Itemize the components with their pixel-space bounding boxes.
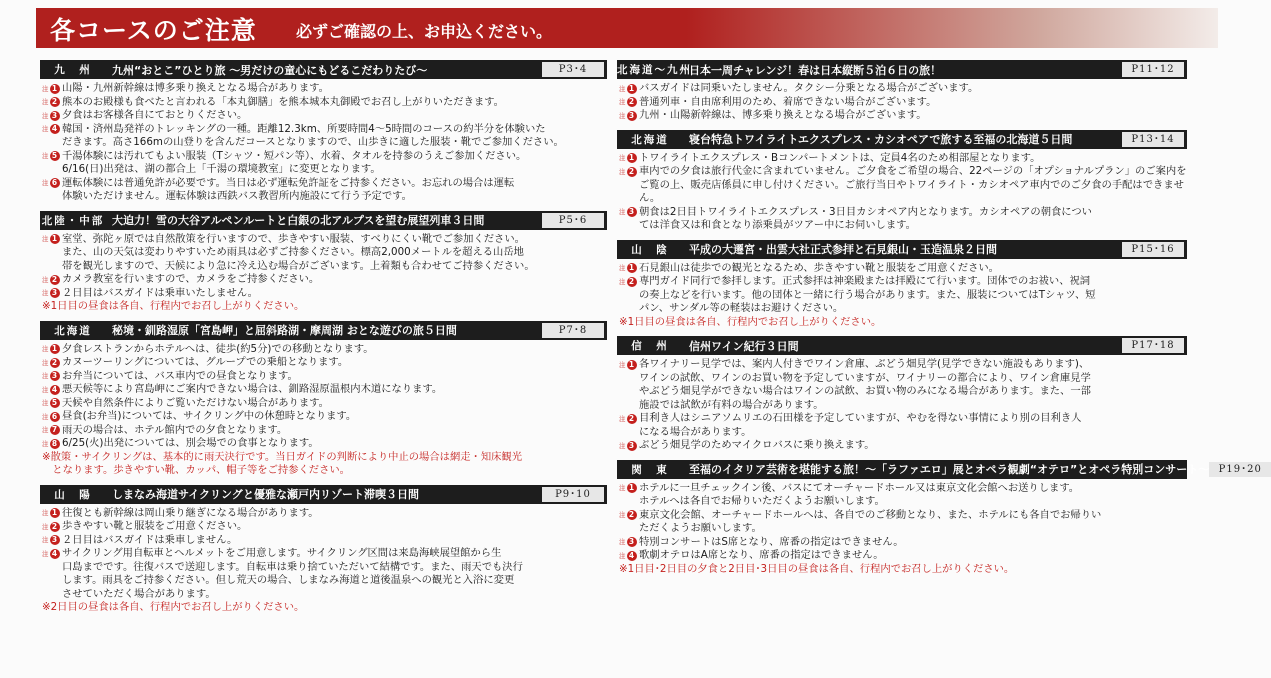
note-item [619,412,1187,439]
note-item [42,177,607,204]
note-text: 熊本のお殿様も食べたと言われる「本丸御膳」を熊本城本丸御殿でお召し上がりいただきます。 [62,95,504,108]
course-header [40,211,607,230]
note-number-icon: 3 [627,441,637,451]
course-title: 秘境・釧路湿原「宮島岬」と屈斜路湖・摩周湖 おとな遊びの旅５日間 [112,324,457,337]
note-item [42,383,607,397]
note-marker [619,275,639,289]
note-marker [619,165,639,179]
note-number-icon: 2 [627,277,637,287]
note-text: 特別コンサートはS席となり、席番の指定はできません。 [639,535,904,548]
course-pages: P11･12 [1122,62,1184,77]
note-label: 注 [42,372,49,380]
note-label: 注 [619,98,626,106]
note-label: 注 [619,208,626,216]
note-number-icon: 5 [50,151,60,161]
note-item [42,507,607,521]
note-item [42,150,607,177]
course-notes [617,479,1187,577]
note-label: 注 [619,414,626,423]
note-text: 歩きやすい靴と服装をご用意ください。 [62,520,248,532]
note-label: 注 [42,522,49,531]
note-label: 注 [42,98,49,106]
course-region: 関 東 [631,463,669,476]
course-section [40,211,607,314]
note-item [42,287,607,301]
right-column [617,60,1262,583]
course-region: 九 州 [54,64,92,76]
note-label: 注 [42,439,49,448]
course-section [617,336,1187,453]
note-item [42,356,607,370]
note-item [42,520,607,534]
note-item [42,547,607,601]
note-item [619,109,1187,123]
note-marker [42,177,62,191]
note-marker [619,509,639,523]
note-marker [619,412,639,426]
note-text: 専門ガイド同行で参拝します。正式参拝は神楽殿または拝殿にて行います。団体でのお祓い、祝詞 の奏上などを行います。他の団体と一緒に行う場合があります。また、服装についてはTシャツ、短 パン、サンダル等の軽装はお避けください。 [639,275,1096,314]
note-item [619,549,1187,563]
note-number-icon: 3 [627,537,637,547]
note-item [42,370,607,384]
note-text: 昼食(お弁当)については、サイクリング中の休憩時となります。 [62,410,357,422]
course-section [40,60,607,204]
note-number-icon: 7 [50,425,60,435]
note-text: 山陽・九州新幹線は博多乗り換えとなる場合があります。 [62,82,329,94]
course-notes [617,149,1187,233]
note-number-icon: 1 [50,84,60,94]
note-number-icon: 2 [50,275,60,285]
note-marker [42,547,62,561]
course-title: しまなみ海道サイクリングと優雅な瀬戸内リゾート滞喫３日間 [112,488,420,501]
course-notes [617,355,1187,453]
note-item [42,123,607,150]
note-item [619,275,1187,316]
course-pages: P9･10 [542,487,604,502]
note-marker [619,96,639,110]
note-text: 6/25(火)出発については、別会場での食事となります。 [62,437,319,449]
note-text: ２日目はバスガイドは乗車いたしません。 [62,286,258,299]
note-marker [42,370,62,384]
course-region: 北海道 [631,133,669,146]
note-marker [619,109,639,123]
note-text: カメラ教室を行いますので、カメラをご持参ください。 [62,273,320,285]
note-number-icon: 4 [50,549,60,559]
note-text: カヌーツーリングについては、グループでの乗船となります。 [62,356,349,368]
course-extra-note: ※1日目の昼食は各自、行程内でお召し上がりください。 [619,315,882,328]
course-extra-note: ※2日目の昼食は各自、行程内でお召し上がりください。 [42,601,305,613]
course-header [617,240,1187,259]
note-text: トワイライトエクスプレス・Bコンパートメントは、定員4名のため相部屋となります。 [639,151,1041,164]
note-number-icon: 1 [627,360,637,370]
course-pages: P13･14 [1122,132,1184,147]
note-text: 室堂、弥陀ヶ原では自然散策を行いますので、歩きやすい服装、すべりにくい靴でご参加ください。 また、山の天気は変わりやすいため雨具は必ずご持参ください。標高2,000メートルを超える山岳地 帯を観光しますので、天候により急に冷え込む場合がございます。上着類も合わせてご持参ください。 [62,232,535,272]
course-extra-note: ※1日目･2日目の夕食と2日目･3日目の昼食は各自、行程内でお召し上がりください。 [619,562,1015,575]
note-label: 注 [42,536,49,544]
note-text: 運転体験には普通免許が必要です。当日は必ず運転免許証をご持参ください。お忘れの場合は運転 体験いただけません。運転体験は西鉄バス教習所内施設にて行う予定です。 [62,176,515,202]
note-label: 注 [619,167,626,176]
note-number-icon: 6 [50,412,60,422]
note-label: 注 [42,235,49,243]
note-item [619,96,1187,110]
note-number-icon: 1 [627,263,637,273]
note-number-icon: 4 [50,385,60,395]
course-region: 信 州 [631,340,669,352]
note-label: 注 [42,412,49,421]
note-number-icon: 2 [50,358,60,368]
note-number-icon: 1 [50,344,60,354]
course-header [617,460,1262,479]
note-number-icon: 3 [627,207,637,217]
note-label: 注 [619,111,626,120]
course-header [617,130,1187,149]
note-marker [42,150,62,164]
page-title: 各コースのご注意 [50,16,257,45]
note-label: 注 [42,111,49,120]
course-section [617,460,1262,577]
course-header [40,321,607,340]
note-marker [42,424,62,438]
note-marker [42,507,62,521]
note-label: 注 [619,154,626,162]
note-label: 注 [42,345,49,353]
note-label: 注 [619,511,626,519]
note-marker [42,109,62,123]
course-notes [617,79,1187,123]
note-text: 往復とも新幹線は岡山乗り継ぎになる場合があります。 [62,506,319,519]
note-label: 注 [42,426,49,434]
note-number-icon: 2 [50,522,60,532]
course-title: 信州ワイン紀行３日間 [689,339,799,353]
note-text: 各ワイナリー見学では、案内人付きでワイン倉庫、ぶどう畑見学(見学できない施設もあります)、 ワインの試飲、ワインのお買い物を予定していますが、ワイナリーの都合により、ワイン倉庫見学 やぶどう畑見学ができない場合はワインの試飲、お買い物のみになる場合があります。また、一部 施設では試飲が有料の場合があります。 [639,358,1091,411]
note-item [619,482,1187,509]
course-pages: P15･16 [1122,242,1184,257]
course-header [617,336,1187,355]
note-item [619,262,1187,276]
note-marker [42,437,62,451]
note-text: バスガイドは同乗いたしません。タクシー分乗となる場合がございます。 [639,82,979,94]
note-text: 目利き人はシニアソムリエの石田様を予定していますが、やむを得ない事情により別の目利き人 になる場合があります。 [639,412,1082,438]
course-region: 北陸・中部 [41,214,105,227]
course-section [617,130,1187,233]
note-number-icon: 4 [50,124,60,134]
course-pages: P17･18 [1122,338,1184,353]
note-label: 注 [42,509,49,517]
note-item [619,206,1187,233]
note-label: 注 [619,277,626,286]
header-banner [36,8,1218,48]
note-marker [619,482,639,496]
course-title: 九州“おとこ”ひとり旅 ～男だけの童心にもどるこだわりたび～ [112,63,428,77]
note-number-icon: 1 [50,234,60,244]
note-number-icon: 3 [50,288,60,298]
course-header [40,485,607,504]
course-header [617,60,1187,79]
note-item [42,109,607,123]
note-label: 注 [619,538,626,546]
note-number-icon: 2 [627,510,637,520]
note-item [42,82,607,96]
note-marker [42,520,62,534]
note-label: 注 [42,84,49,93]
note-item [42,410,607,424]
note-marker [42,397,62,411]
note-item [42,397,607,411]
note-text: ２日目はバスガイドは乗車しません。 [62,533,238,546]
course-section [617,60,1187,123]
note-label: 注 [42,179,49,187]
course-notes [617,259,1187,330]
note-marker [42,273,62,287]
note-number-icon: 1 [627,84,637,94]
note-item [42,273,607,287]
note-label: 注 [42,399,49,407]
note-item [619,536,1187,550]
course-title: 寝台特急トワイライトエクスプレス・カシオペアで旅する至福の北海道５日間 [689,133,1073,146]
note-label: 注 [42,549,49,558]
note-item [619,82,1187,96]
note-number-icon: 2 [627,414,637,424]
note-label: 注 [42,125,49,133]
note-text: 東京文化会館、オーチャードホールへは、各自でのご移動となり、また、ホテルにも各自でお帰りい ただくようお願いします。 [639,508,1102,534]
course-notes [40,230,607,314]
note-item [42,424,607,438]
course-extra-note: ※散策・サイクリングは、基本的に雨天決行です。当日ガイドの判断により中止の場合は網走・知床観光 となります。歩きやすい靴、カッパ、帽子等をご持参ください。 [42,450,523,476]
course-notes [40,340,607,478]
note-text: お弁当については、バス車内での昼食となります。 [62,369,298,382]
note-marker [42,534,62,548]
note-label: 注 [42,152,49,160]
note-number-icon: 2 [627,167,637,177]
note-number-icon: 3 [627,111,637,121]
note-text: 歌劇オテロはA席となり、席番の指定はできません。 [639,549,884,561]
course-title: 至福のイタリア芸術を堪能する旅！～「ラファエロ」展とオペラ観劇“オテロ”とオペラ特別コンサート～ [689,463,1210,476]
note-text: 千湯体験には汚れてもよい服装（Tシャツ・短パン等）、水着、タオルを持参のうえご参加ください。 6/16(日)出発は、湖の都合上「千湯の環境教室」に変更となります。 [62,149,527,175]
note-label: 注 [619,264,626,272]
note-label: 注 [619,484,626,492]
note-marker [42,96,62,110]
note-item [42,437,607,451]
note-text: 夕食はお客様各自にておとりください。 [62,109,248,121]
note-marker [619,152,639,166]
course-pages: P3･4 [542,62,604,77]
note-marker [619,206,639,220]
note-marker [619,549,639,563]
note-label: 注 [619,551,626,560]
course-title: 日本一周チャレンジ！春は日本縦断５泊６日の旅！ [689,63,942,77]
note-label: 注 [619,360,626,369]
note-marker [619,358,639,372]
note-marker [42,410,62,424]
note-marker [619,262,639,276]
note-text: 夕食レストランからホテルへは、徒歩(約5分)での移動となります。 [62,342,374,355]
course-region: 北海道 [54,324,92,337]
course-section [617,240,1187,330]
left-column [40,60,607,622]
note-marker [42,233,62,247]
note-text: 雨天の場合は、ホテル館内での夕食となります。 [62,423,288,436]
note-label: 注 [619,84,626,93]
note-text: 石見銀山は徒歩での観光となるため、歩きやすい靴と服装をご用意ください。 [639,261,999,274]
note-marker [42,356,62,370]
note-label: 注 [619,441,626,450]
note-text: 朝食は2日目トワイライトエクスプレス・3日目カシオペア内となります。カシオペアの朝食につい ては洋食又は和食となり添乗員がツアー中にお伺いします。 [639,205,1092,231]
course-section [40,321,607,478]
note-text: サイクリング用自転車とヘルメットをご用意します。サイクリング区間は来島海峡展望館から生 口島までです。往復バスで送迎します。自転車は乗り捨ていただいて結構です。また、雨天でも決行 します。雨具をご持参ください。但し荒天の場合、しまなみ海道と道後温泉への観光と入浴に変更 させていただく場合があります。 [62,547,523,600]
course-notes [40,79,607,204]
course-region: 山 陽 [54,488,92,501]
note-marker [42,383,62,397]
note-number-icon: 1 [627,153,637,163]
note-item [619,439,1187,453]
note-text: 韓国・済州島発祥のトレッキングの一種。距離12.3km、所要時間4～5時間のコースの約半分を体験いた だきます。高さ166mの山登りを含んだコースとなりますので、山歩きに適した服装・靴でご参加ください。 [62,122,564,148]
note-marker [42,343,62,357]
course-region: 北海道～九州 [617,64,692,76]
note-marker [619,536,639,550]
note-item [42,343,607,357]
note-text: 普通列車・自由席利用のため、着席できない場合がございます。 [639,95,937,108]
course-notes [40,504,607,615]
note-text: 車内での夕食は旅行代金に含まれていません。ご夕食をご希望の場合、22ページの「オプショナルプラン」のご案内を ご覧の上、販売店係員に申し付けください。ご旅行当日やトワイライト・カシオペア車内でのご夕食の手配はできません。 [639,165,1187,204]
note-number-icon: 3 [50,371,60,381]
note-item [42,233,607,274]
note-marker [42,82,62,96]
page-subtitle: 必ずご確認の上、お申込ください。 [296,22,553,41]
note-number-icon: 1 [50,508,60,518]
note-number-icon: 3 [50,535,60,545]
note-marker [42,123,62,137]
course-pages: P19･20 [1209,462,1271,477]
note-text: 悪天候等により宮島岬にご案内できない場合は、釧路湿原温根内木道になります。 [62,383,443,395]
note-number-icon: 4 [627,551,637,561]
course-region: 山 陰 [631,243,669,256]
note-marker [619,82,639,96]
note-item [619,509,1187,536]
note-label: 注 [42,275,49,284]
course-section [40,485,607,615]
course-extra-note: ※1日目の昼食は各自、行程内でお召し上がりください。 [42,300,305,312]
note-item [619,165,1187,206]
note-item [619,152,1187,166]
note-marker [42,287,62,301]
course-pages: P7･8 [542,323,604,338]
note-number-icon: 8 [50,439,60,449]
course-header [40,60,607,79]
note-number-icon: 2 [627,97,637,107]
note-text: ぶどう畑見学のためマイクロバスに乗り換えます。 [639,439,875,451]
note-item [42,534,607,548]
note-label: 注 [42,358,49,367]
note-number-icon: 1 [627,483,637,493]
note-label: 注 [42,385,49,394]
note-number-icon: 3 [50,111,60,121]
note-marker [619,439,639,453]
note-item [42,96,607,110]
course-title: 大迫力！雪の大谷アルペンルートと白銀の北アルプスを望む展望列車３日間 [112,214,485,227]
note-number-icon: 5 [50,398,60,408]
note-text: ホテルに一旦チェックイン後、バスにてオーチャードホール又は東京文化会館へお送りします。 ホテルへは各自でお帰りいただくようお願いします。 [639,481,1080,507]
note-item [619,358,1187,412]
note-text: 九州・山陽新幹線は、博多乗り換えとなる場合がございます。 [639,109,927,121]
note-text: 天候や自然条件によりご覧いただけない場合があります。 [62,396,329,409]
note-number-icon: 6 [50,178,60,188]
note-number-icon: 2 [50,97,60,107]
course-pages: P5･6 [542,213,604,228]
course-title: 平成の大遷宮・出雲大社正式参拝と石見銀山・玉造温泉２日間 [689,243,997,256]
note-label: 注 [42,289,49,297]
